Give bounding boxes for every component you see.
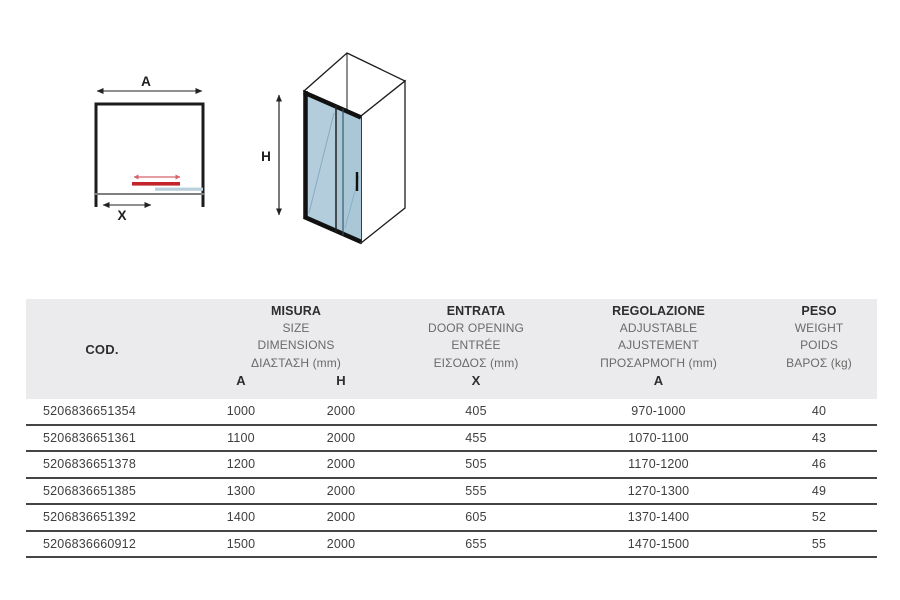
enclosure-frame [96,104,203,207]
peso-cell: 55 [811,536,827,551]
regolazione-subtitle: AJUSTEMENT [617,338,699,353]
opening-x-cell: 605 [465,510,487,525]
table-header [26,299,877,399]
opening-dimension-label: X [117,208,127,223]
technical-diagrams [0,0,900,280]
table-row [26,532,877,559]
entrata-subtitle: ENTRÉE [451,338,501,353]
fixed-panel-blue-bar [155,188,203,191]
entrata-title: ENTRATA [446,304,506,318]
peso-cell: 52 [811,510,827,525]
dimension-h-cell: 2000 [326,457,356,472]
dimension-h-cell: 2000 [326,536,356,551]
misura-subtitle: SIZE [282,321,310,335]
dimension-h-cell: 2000 [326,430,356,445]
peso-cell: 46 [811,457,827,472]
entrata-subtitle: DOOR OPENING [428,321,524,335]
regolazione-cell: 1470-1500 [627,536,690,551]
table-row [26,479,877,506]
regolazione-cell: 970-1000 [631,404,686,419]
table-row [26,505,877,532]
peso-subtitle: POIDS [800,338,838,353]
cod-cell: 5206836651392 [43,510,136,525]
table-row [26,426,877,453]
dimension-a-cell: 1300 [226,483,256,498]
cod-cell: 5206836660912 [43,536,136,551]
dimension-h-cell: 2000 [326,483,356,498]
regolazione-subtitle: ΠΡΟΣΑΡΜΟΓΗ (mm) [600,355,717,370]
peso-title: PESO [801,304,837,318]
sliding-panel-red-bar [132,182,180,186]
regolazione-cell: 1270-1300 [627,483,690,498]
subcol-a-label: A [236,373,246,388]
opening-x-cell: 655 [465,536,487,551]
dimension-a-cell: 1500 [226,536,256,551]
cod-cell: 5206836651378 [43,457,136,472]
dimension-a-cell: 1100 [227,430,255,445]
peso-cell: 43 [811,430,827,445]
peso-cell: 40 [811,404,827,419]
table-row [26,399,877,426]
opening-x-cell: 505 [465,457,487,472]
regolazione-subtitle: ADJUSTABLE [619,321,698,335]
entrata-column-header [396,299,556,370]
misura-column-header [196,299,396,370]
opening-x-cell: 455 [465,430,487,445]
table-row [26,452,877,479]
dimension-h-cell: 2000 [326,510,356,525]
peso-subtitle: ΒΑΡΟΣ (kg) [786,355,852,370]
subcol-h-label: H [336,373,346,388]
subcol-reg-a-label: A [653,373,664,388]
dimension-a-cell: 1200 [226,457,256,472]
regolazione-column-header [556,299,761,370]
misura-title: MISURA [271,304,321,318]
width-dimension-label: A [141,74,151,89]
misura-subtitle: DIMENSIONS [257,338,335,353]
table-body [26,399,877,558]
misura-subtitle: ΔΙΑΣΤΑΣΗ (mm) [251,355,341,370]
regolazione-cell: 1070-1100 [628,430,689,445]
height-dimension-label: H [261,149,271,164]
peso-subtitle: WEIGHT [794,321,844,335]
spec-table [26,299,877,558]
peso-cell: 49 [811,483,827,498]
dimension-h-cell: 2000 [326,404,356,419]
dimension-a-cell: 1000 [226,404,256,419]
opening-x-cell: 555 [465,483,487,498]
peso-column-header [761,299,877,370]
regolazione-cell: 1370-1400 [627,510,690,525]
subcol-x-label: X [471,373,481,388]
iso-view-diagram [261,53,405,243]
entrata-subtitle: ΕΙΣΟΔΟΣ (mm) [433,355,519,370]
cod-cell: 5206836651354 [43,404,136,419]
cod-cell: 5206836651361 [43,430,136,445]
regolazione-title: REGOLAZIONE [612,304,705,318]
opening-x-cell: 405 [465,404,487,419]
dimension-a-cell: 1400 [226,510,256,525]
cod-column-header: COD. [85,341,119,357]
regolazione-cell: 1170-1200 [628,457,689,472]
cod-cell: 5206836651385 [43,483,136,498]
plan-view-diagram [95,74,204,223]
